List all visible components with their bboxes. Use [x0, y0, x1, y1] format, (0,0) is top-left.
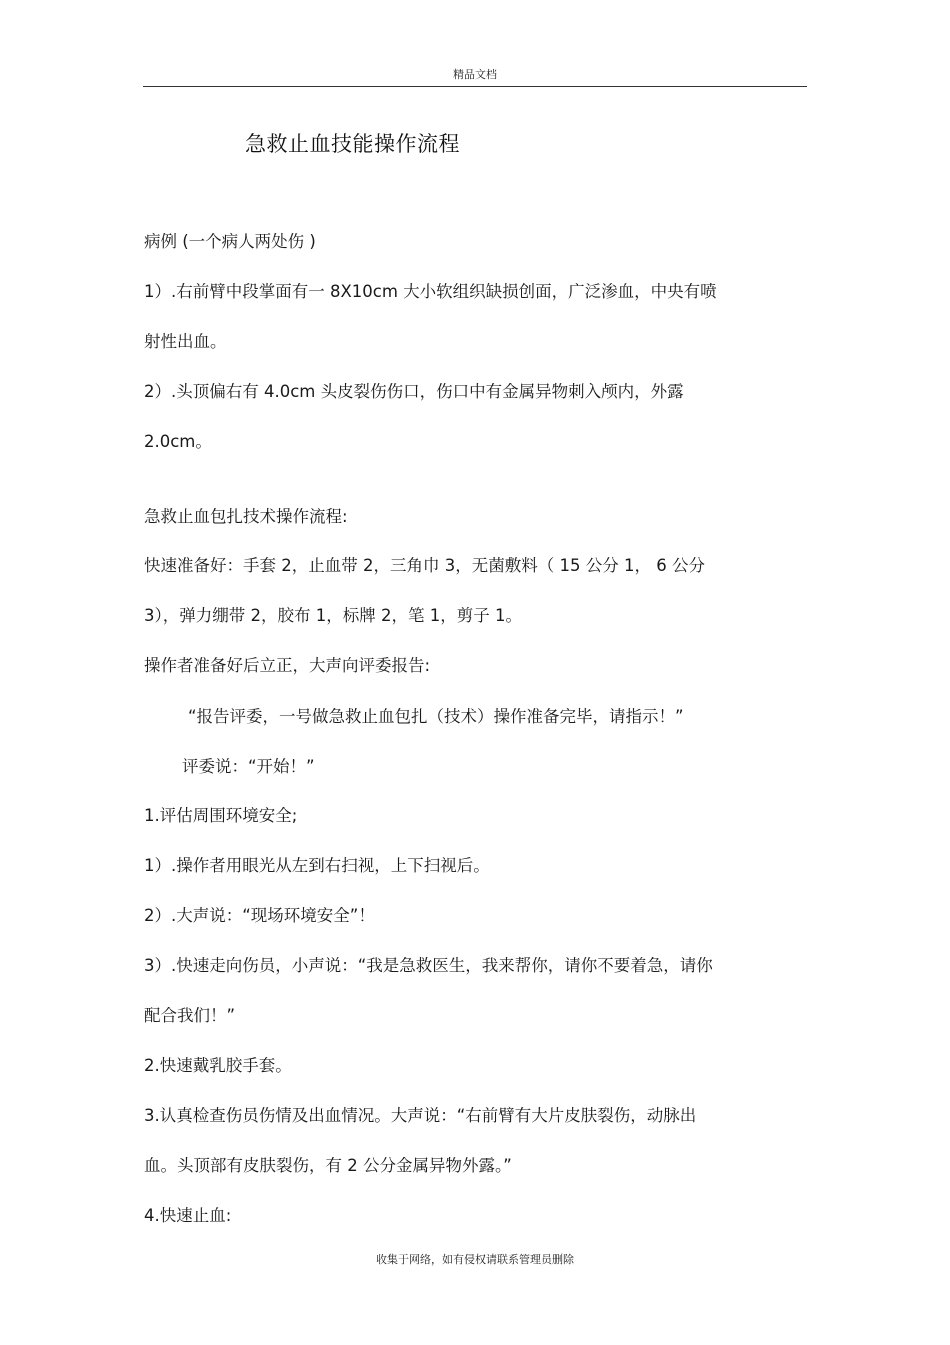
page-footer: 收集于网络，如有侵权请联系管理员删除 — [376, 1253, 574, 1266]
section-heading: 急救止血包扎技术操作流程: — [144, 507, 348, 526]
page-header: 精品文档 — [453, 68, 497, 81]
paragraph-line: 1）.操作者用眼光从左到右扫视，上下扫视后。 — [144, 856, 490, 875]
case-heading: 病例 (一个病人两处伤 ) — [144, 232, 316, 251]
paragraph-line: 血。头顶部有皮肤裂伤，有 2 公分金属异物外露。” — [144, 1156, 512, 1175]
step-heading: 2.快速戴乳胶手套。 — [144, 1056, 292, 1075]
paragraph-line: 3），弹力绷带 2，胶布 1，标牌 2，笔 1，剪子 1。 — [144, 606, 522, 625]
paragraph-line: 3）.快速走向伤员，小声说：“我是急救医生，我来帮你，请你不要着急，请你 — [144, 956, 713, 975]
paragraph-line: 1）.右前臂中段掌面有一 8X10cm 大小软组织缺损创面，广泛渗血，中央有喷 — [144, 282, 717, 301]
paragraph-line: 操作者准备好后立正，大声向评委报告: — [144, 656, 431, 675]
paragraph-line: 快速准备好：手套 2，止血带 2，三角巾 3，无菌敷料（ 15 公分 1， 6 公分 — [144, 556, 705, 575]
paragraph-line: 2）.大声说：“现场环境安全”！ — [144, 906, 375, 925]
step-heading: 1.评估周围环境安全; — [144, 806, 298, 825]
header-divider — [143, 86, 807, 87]
quote-line: 评委说：“开始！” — [182, 757, 315, 776]
paragraph-line: 2）.头顶偏右有 4.0cm 头皮裂伤伤口，伤口中有金属异物刺入颅内，外露 — [144, 382, 684, 401]
paragraph-line: 射性出血。 — [144, 332, 227, 351]
paragraph-line: 配合我们！” — [144, 1006, 236, 1025]
paragraph-line: 2.0cm。 — [144, 432, 212, 451]
document-title: 急救止血技能操作流程 — [245, 132, 460, 156]
step-heading: 4.快速止血: — [144, 1206, 232, 1225]
step-heading: 3.认真检查伤员伤情及出血情况。大声说：“右前臂有大片皮肤裂伤，动脉出 — [144, 1106, 697, 1125]
quote-line: “报告评委，一号做急救止血包扎（技术）操作准备完毕，请指示！” — [188, 707, 684, 726]
